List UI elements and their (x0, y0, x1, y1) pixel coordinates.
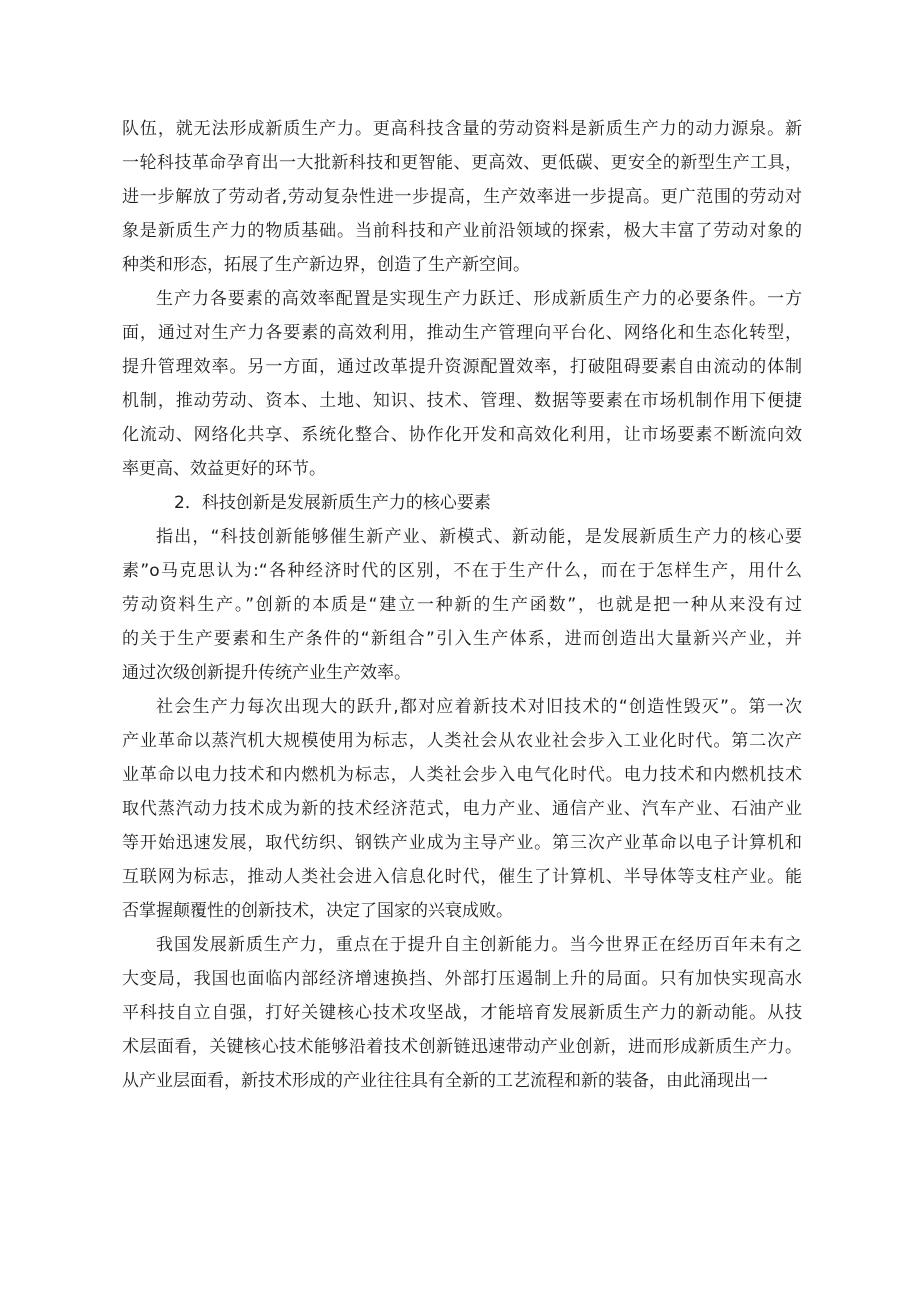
section-heading (122, 486, 802, 520)
paragraph (122, 520, 802, 690)
text-line: 提升管理效率。另一方面，通过改革提升资源配置效率，打破阻碍要素自由流动的体制 (122, 357, 802, 377)
text-line: 面，通过对生产力各要素的高效利用，推动生产管理向平台化、网络化和生态化转型， (122, 323, 802, 343)
text-line: 素”o马克思认为:“各种经济时代的区别，不在于生产什么，而在于怎样生产，用什么 (122, 561, 802, 581)
text-line: 术层面看，关键核心技术能够沿着技术创新链迅速带动产业创新，进而形成新质生产力。 (122, 1037, 802, 1057)
text-line: 劳动资料生产。”创新的本质是“建立一种新的生产函数”，也就是把一种从来没有过 (122, 595, 802, 615)
text-line: 象是新质生产力的物质基础。当前科技和产业前沿领域的探索，极大丰富了劳动对象的 (122, 221, 802, 241)
text-line: 我国发展新质生产力，重点在于提升自主创新能力。当今世界正在经历百年未有之 (156, 935, 802, 955)
paragraph (122, 690, 802, 928)
text-line: 从产业层面看，新技术形成的产业往往具有全新的工艺流程和新的装备，由此涌现出一 (122, 1071, 768, 1091)
text-line: 否掌握颠覆性的创新技术，决定了国家的兴衰成败。 (122, 901, 513, 921)
text-line: 率更高、效益更好的环节。 (122, 459, 326, 479)
text-line: 业革命以电力技术和内燃机为标志，人类社会步入电气化时代。电力技术和内燃机技术 (122, 765, 802, 785)
text-line: 通过次级创新提升传统产业生产效率。 (122, 663, 411, 683)
text-line: 化流动、网络化共享、系统化整合、协作化开发和高效化利用，让市场要素不断流向效 (122, 425, 802, 445)
text-line: 生产力各要素的高效率配置是实现生产力跃迁、形成新质生产力的必要条件。一方 (156, 289, 802, 309)
text-line: 取代蒸汽动力技术成为新的技术经济范式，电力产业、通信产业、汽车产业、石油产业 (122, 799, 802, 819)
paragraph (122, 282, 802, 486)
text-line: 大变局，我国也面临内部经济增速换挡、外部打压遏制上升的局面。只有加快实现高水 (122, 969, 802, 989)
text-line: 机制，推动劳动、资本、土地、知识、技术、管理、数据等要素在市场机制作用下便捷 (122, 391, 802, 411)
text-line: 互联网为标志，推动人类社会进入信息化时代，催生了计算机、半导体等支柱产业。能 (122, 867, 802, 887)
text-line: 等开始迅速发展，取代纺织、钢铁产业成为主导产业。第三次产业革命以电子计算机和 (122, 833, 802, 853)
text-line: 种类和形态，拓展了生产新边界，创造了生产新空间。 (122, 255, 530, 275)
text-line: 平科技自立自强，打好关键核心技术攻坚战，才能培育发展新质生产力的新动能。从技 (122, 1003, 802, 1023)
text-line: 队伍，就无法形成新质生产力。更高科技含量的劳动资料是新质生产力的动力源泉。新 (122, 119, 802, 139)
text-line: 产业革命以蒸汽机大规模使用为标志，人类社会从农业社会步入工业化时代。第二次产 (122, 731, 802, 751)
text-line: 2．科技创新是发展新质生产力的核心要素 (174, 493, 491, 513)
paragraph (122, 928, 802, 1098)
text-line: 一轮科技革命孕育出一大批新科技和更智能、更高效、更低碳、更安全的新型生产工具， (122, 153, 802, 173)
text-line: 的关于生产要素和生产条件的“新组合”引入生产体系，进而创造出大量新兴产业，并 (122, 629, 802, 649)
text-line: 进一步解放了劳动者,劳动复杂性进一步提高，生产效率进一步提高。更广范围的劳动对 (122, 187, 802, 207)
text-line: 指出，“科技创新能够催生新产业、新模式、新动能，是发展新质生产力的核心要 (156, 527, 802, 547)
document-body (122, 112, 802, 1098)
paragraph (122, 112, 802, 282)
text-line: 社会生产力每次出现大的跃升,都对应着新技术对旧技术的“创造性毁灭”。第一次 (156, 697, 802, 717)
